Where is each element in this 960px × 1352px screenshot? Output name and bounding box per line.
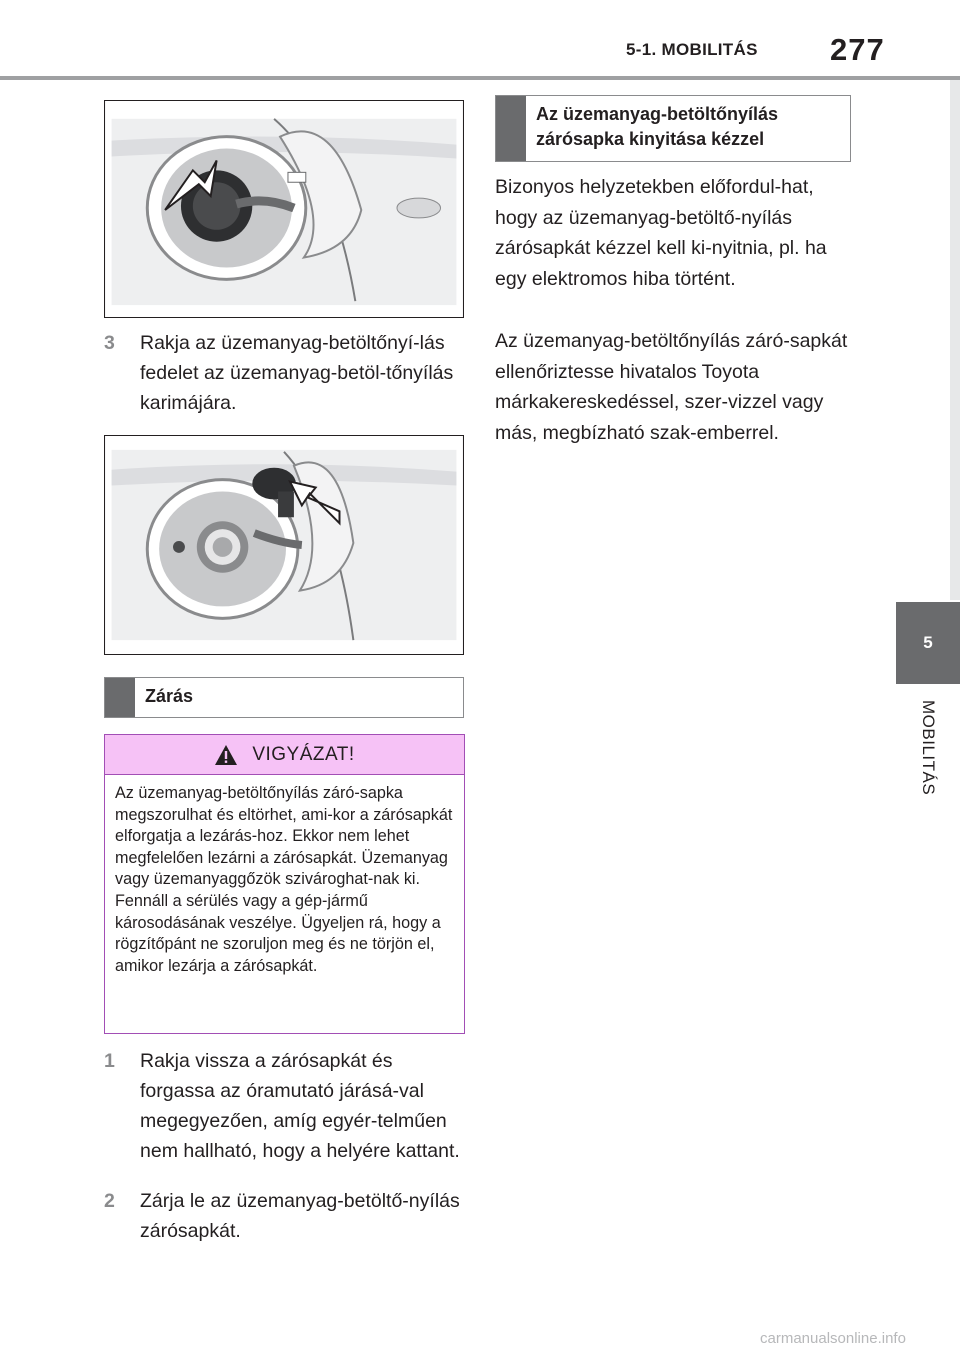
header-divider xyxy=(0,76,960,80)
section-title: 5-1. MOBILITÁS xyxy=(626,40,758,59)
side-tab-rule xyxy=(950,80,960,600)
closing-section-header xyxy=(104,677,464,718)
warning-header xyxy=(105,735,464,775)
chapter-tab-label xyxy=(896,700,960,880)
step-2-number: 2 xyxy=(104,1190,115,1212)
section-marker-bar xyxy=(496,96,526,161)
step-1-number: 1 xyxy=(104,1050,115,1072)
step-3 xyxy=(104,328,464,418)
fuel-cap-hang-illustration xyxy=(104,435,464,655)
chapter-tab-number: 5 xyxy=(896,602,960,684)
step-1-text: Rakja vissza a zárósapkát és forgassa az óramutató járásá-val megegyezően, amíg egyér-telműen nem hallható, hogy a helyére kattant. xyxy=(140,1050,460,1162)
closing-section-title: Zárás xyxy=(145,686,194,706)
chapter-tab-label-text: MOBILITÁS xyxy=(919,700,938,796)
warning-title: VIGYÁZAT! xyxy=(252,743,355,765)
manual-opening-section-header xyxy=(495,95,851,162)
warning-triangle-icon xyxy=(214,744,238,766)
step-2-text: Zárja le az üzemanyag-betöltő-nyílás zárósapkát. xyxy=(140,1190,460,1242)
step-3-number: 3 xyxy=(104,332,115,354)
manual-opening-paragraph-2: Az üzemanyag-betöltőnyílás záró-sapkát ellenőriztesse hivatalos Toyota márkakereskedéssel, szer-vizzel vagy más, megbízható szak-emberrel. xyxy=(495,330,848,444)
footer-watermark: carmanualsonline.info xyxy=(760,1330,906,1347)
manual-opening-paragraph-1: Bizonyos helyzetekben előfordul-hat, hogy az üzemanyag-betöltő-nyílás zárósapkát kézzel kell ki-nyitnia, pl. ha egy elektromos hiba történt. xyxy=(495,176,827,290)
warning-text: Az üzemanyag-betöltőnyílás záró-sapka megszorulhat és eltörhet, ami-kor a zárósapkát elforgatja a lezárás-hoz. Ekkor nem lehet megfelelően lezárni a zárósapkát. Üzemanyag vagy üzemanyaggőzök szivároghat-nak ki. Fennáll a sérülés vagy a gép-jármű károsodásának veszélye. Ügyeljen rá, hogy a rögzítőpánt ne szoruljon meg és ne törjön el, amikor lezárja a zárósapkát. xyxy=(115,784,453,975)
fuel-cap-turn-drawing xyxy=(105,101,463,317)
step-3-text: Rakja az üzemanyag-betöltőnyí-lás fedelet az üzemanyag-betöl-tőnyílás karimájára. xyxy=(140,332,454,414)
page-number: 277 xyxy=(830,32,885,67)
section-marker-bar xyxy=(105,678,135,717)
fuel-cap-hang-drawing xyxy=(105,436,463,654)
fuel-cap-turn-illustration xyxy=(104,100,464,318)
manual-opening-section-title: Az üzemanyag-betöltőnyílás zárósapka kinyitása kézzel xyxy=(536,104,779,149)
step-2 xyxy=(104,1186,464,1246)
warning-box xyxy=(104,734,465,1034)
step-1 xyxy=(104,1046,464,1166)
